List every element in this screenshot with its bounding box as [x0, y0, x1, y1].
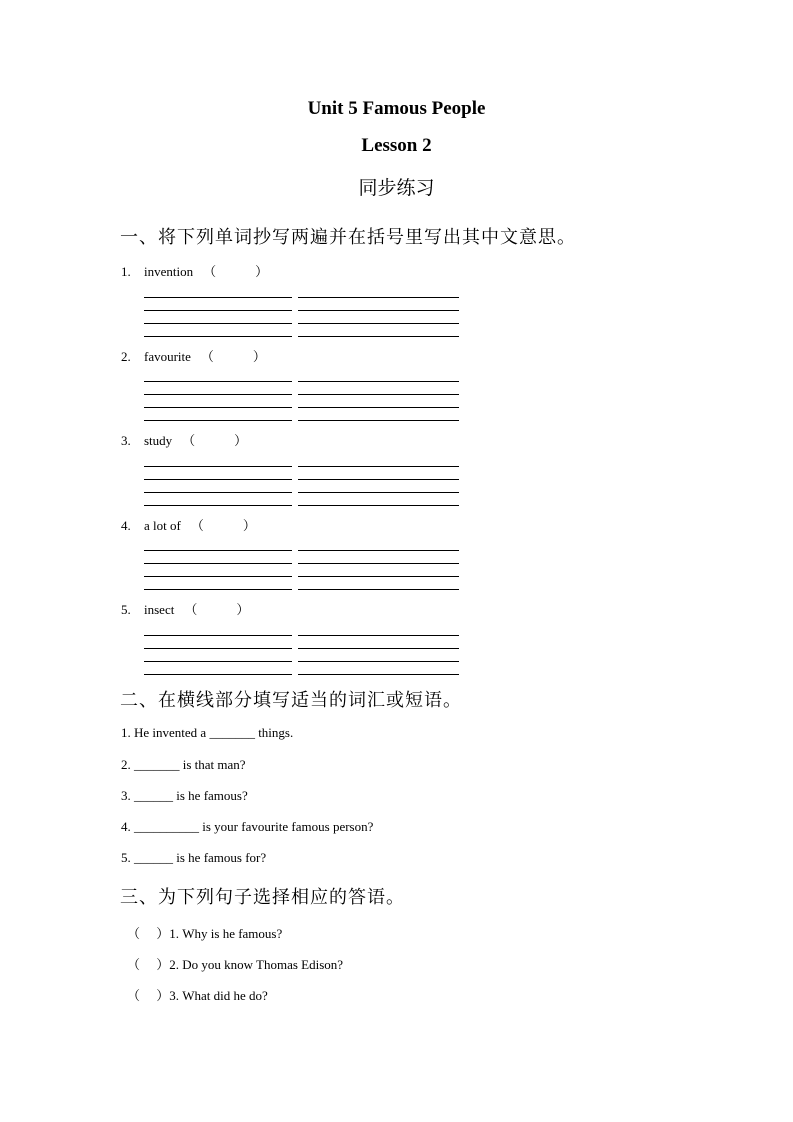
writing-line [298, 479, 459, 480]
writing-line [298, 297, 459, 298]
word-number: 5. [121, 602, 131, 617]
writing-line [144, 661, 292, 662]
writing-line [144, 492, 292, 493]
writing-line [298, 420, 459, 421]
writing-line [144, 563, 292, 564]
fill-question-1: 1. He invented a _______ things. [121, 725, 294, 740]
match-question-2: （ ）2. Do you know Thomas Edison? [127, 957, 344, 972]
match-question-1: （ ）1. Why is he famous? [127, 926, 283, 941]
writing-line [298, 635, 459, 636]
writing-line [298, 550, 459, 551]
writing-line [298, 381, 459, 382]
meaning-blank[interactable]: （ ） [190, 518, 256, 533]
writing-line [298, 576, 459, 577]
word-item-1 [121, 261, 268, 280]
section1-heading: 一、将下列单词抄写两遍并在括号里写出其中文意思。 [120, 227, 576, 247]
writing-line [298, 492, 459, 493]
writing-line [144, 576, 292, 577]
writing-line [298, 648, 459, 649]
page-title: Unit 5 Famous People [307, 98, 486, 119]
writing-line [298, 310, 459, 311]
word-item-5 [121, 599, 249, 618]
writing-line [298, 505, 459, 506]
word-text: favourite [144, 349, 191, 364]
writing-line [144, 505, 292, 506]
writing-line [298, 466, 459, 467]
writing-line [298, 394, 459, 395]
match-question-3: （ ）3. What did he do? [127, 988, 268, 1003]
writing-line [144, 420, 292, 421]
meaning-blank[interactable]: （ ） [182, 433, 248, 448]
word-item-2 [121, 346, 266, 365]
writing-line [298, 336, 459, 337]
section3-heading: 三、为下列句子选择相应的答语。 [120, 887, 405, 907]
word-text: a lot of [144, 518, 181, 533]
fill-question-4: 4. __________ is your favourite famous person? [121, 819, 374, 834]
writing-line [144, 297, 292, 298]
word-number: 4. [121, 518, 131, 533]
writing-line [298, 323, 459, 324]
meaning-blank[interactable]: （ ） [203, 264, 269, 279]
writing-line [144, 394, 292, 395]
fill-question-3: 3. ______ is he famous? [121, 788, 248, 803]
meaning-blank[interactable]: （ ） [200, 349, 266, 364]
writing-line [144, 407, 292, 408]
writing-line [144, 550, 292, 551]
writing-line [144, 323, 292, 324]
word-text: invention [144, 264, 194, 279]
writing-line [144, 589, 292, 590]
writing-line [298, 674, 459, 675]
writing-line [298, 661, 459, 662]
word-number: 3. [121, 433, 131, 448]
writing-line [144, 674, 292, 675]
word-item-4 [121, 515, 256, 534]
writing-line [298, 407, 459, 408]
word-text: insect [144, 602, 175, 617]
writing-line [144, 381, 292, 382]
fill-question-2: 2. _______ is that man? [121, 757, 246, 772]
word-text: study [144, 433, 173, 448]
writing-line [144, 310, 292, 311]
fill-question-5: 5. ______ is he famous for? [121, 850, 267, 865]
meaning-blank[interactable]: （ ） [184, 602, 250, 617]
word-item-3 [121, 430, 247, 449]
writing-line [298, 589, 459, 590]
writing-line [298, 563, 459, 564]
writing-line [144, 648, 292, 649]
writing-line [144, 336, 292, 337]
word-number: 1. [121, 264, 131, 279]
page-subtitle: 同步练习 [358, 178, 435, 199]
lesson-title: Lesson 2 [361, 135, 432, 156]
section2-heading: 二、在横线部分填写适当的词汇或短语。 [120, 690, 462, 710]
writing-line [144, 479, 292, 480]
word-number: 2. [121, 349, 131, 364]
writing-line [144, 466, 292, 467]
writing-line [144, 635, 292, 636]
